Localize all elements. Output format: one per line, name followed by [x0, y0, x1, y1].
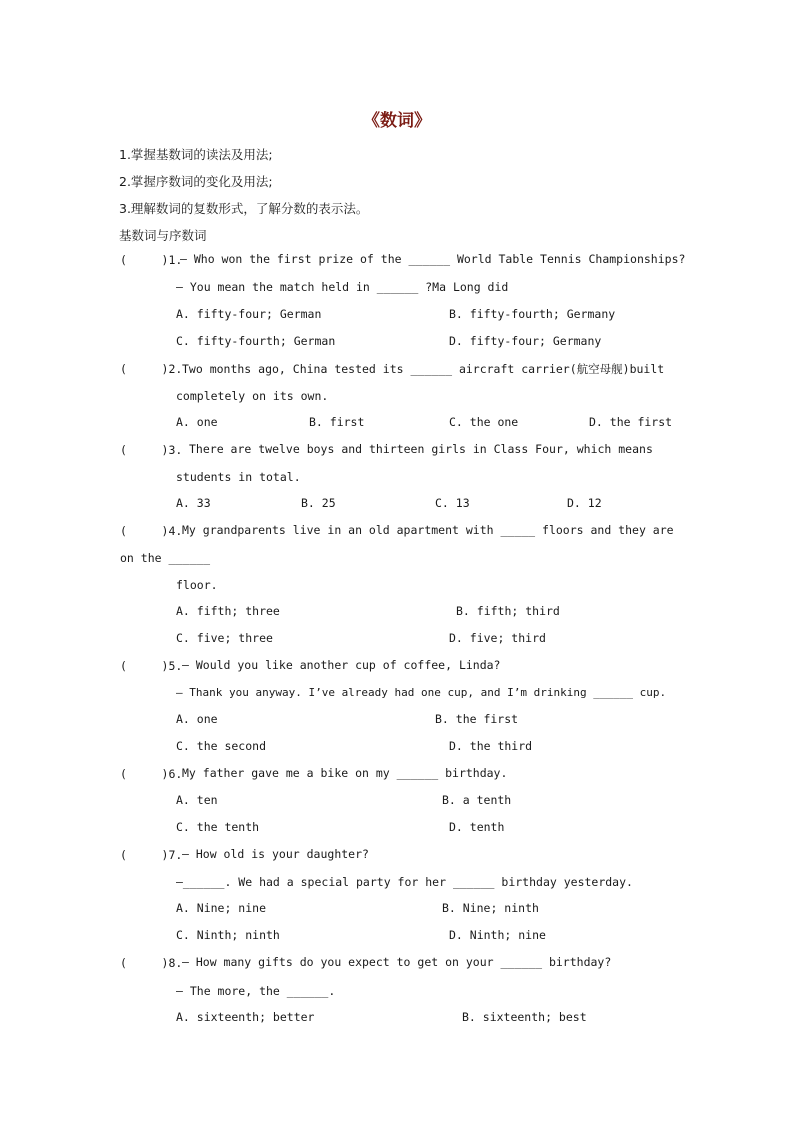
question-3-prefix: ( )3. [120, 443, 183, 457]
question-1-prefix: ( )1. [120, 253, 183, 267]
question-2-option-a: A. one [176, 415, 218, 429]
question-6-option-a: A. ten [176, 793, 218, 807]
question-1-stem: — Who won the first prize of the ______ World Table Tennis Championships? [180, 252, 686, 266]
question-3-option-d: D. 12 [567, 496, 602, 510]
question-5-option-b: B. the first [435, 712, 519, 726]
question-7-prefix: ( )7. [120, 848, 183, 862]
question-5-option-a: A. one [176, 712, 218, 726]
question-4-option-a: A. fifth; three [176, 604, 280, 618]
question-4-prefix: ( )4. [120, 524, 183, 538]
question-7-cont: —______. We had a special party for her ______ birthday yesterday. [176, 875, 633, 889]
question-5-option-c: C. the second [176, 739, 267, 753]
question-6-prefix: ( )6. [120, 767, 183, 781]
question-5-prefix: ( )5. [120, 659, 183, 673]
question-2-prefix: ( )2. [120, 362, 183, 376]
question-3-option-a: A. 33 [176, 496, 211, 510]
objective-2: 2.掌握序数词的变化及用法; [119, 174, 273, 189]
question-4-option-c: C. five; three [176, 631, 273, 645]
question-1-option-a: A. fifty-four; German [176, 307, 322, 321]
question-1-option-d: D. fifty-four; Germany [449, 334, 602, 348]
question-2-option-c: C. the one [449, 415, 519, 429]
question-3-cont: students in total. [176, 470, 301, 484]
question-8-prefix: ( )8. [120, 956, 183, 970]
question-1-option-c: C. fifty-fourth; German [176, 334, 336, 348]
question-4-stem: My grandparents live in an old apartment with _____ floors and they are [182, 523, 674, 537]
question-4-cont: floor. [176, 578, 218, 592]
question-6-stem: My father gave me a bike on my ______ birthday. [182, 766, 508, 780]
question-1-option-b: B. fifty-fourth; Germany [449, 307, 616, 321]
question-3-option-c: C. 13 [435, 496, 470, 510]
question-5-cont: — Thank you anyway. I’ve already had one cup, and I’m drinking ______ cup. [176, 686, 667, 699]
question-3-option-b: B. 25 [301, 496, 336, 510]
question-7-option-b: B. Nine; ninth [442, 901, 539, 915]
question-5-option-d: D. the third [449, 739, 533, 753]
question-1-cont: — You mean the match held in ______ ?Ma Long did [176, 280, 509, 294]
question-7-stem: — How old is your daughter? [182, 847, 369, 861]
question-8-stem: — How many gifts do you expect to get on your ______ birthday? [182, 955, 612, 969]
question-6-option-b: B. a tenth [442, 793, 512, 807]
question-3-stem: There are twelve boys and thirteen girls in Class Four, which means [189, 442, 653, 456]
question-4-cont-line: on the ______ [120, 551, 211, 565]
question-2-stem: Two months ago, China tested its ______ aircraft carrier(航空母舰)built [182, 362, 665, 376]
question-6-option-c: C. the tenth [176, 820, 260, 834]
question-4-option-d: D. five; third [449, 631, 546, 645]
objective-1: 1.掌握基数词的读法及用法; [119, 147, 273, 162]
question-2-option-b: B. first [309, 415, 365, 429]
question-4-option-b: B. fifth; third [456, 604, 560, 618]
page-title: 《数词》 [363, 111, 431, 131]
question-2-option-d: D. the first [589, 415, 673, 429]
question-6-option-d: D. tenth [449, 820, 505, 834]
question-5-stem: — Would you like another cup of coffee, Linda? [182, 658, 501, 672]
question-8-option-a: A. sixteenth; better [176, 1010, 315, 1024]
question-7-option-a: A. Nine; nine [176, 901, 267, 915]
question-8-cont: — The more, the ______. [176, 984, 336, 998]
question-7-option-c: C. Ninth; ninth [176, 928, 280, 942]
section-heading: 基数词与序数词 [119, 228, 207, 243]
question-2-cont: completely on its own. [176, 389, 329, 403]
question-7-option-d: D. Ninth; nine [449, 928, 546, 942]
objective-3: 3.理解数词的复数形式，了解分数的表示法。 [119, 201, 369, 216]
question-8-option-b: B. sixteenth; best [462, 1010, 587, 1024]
